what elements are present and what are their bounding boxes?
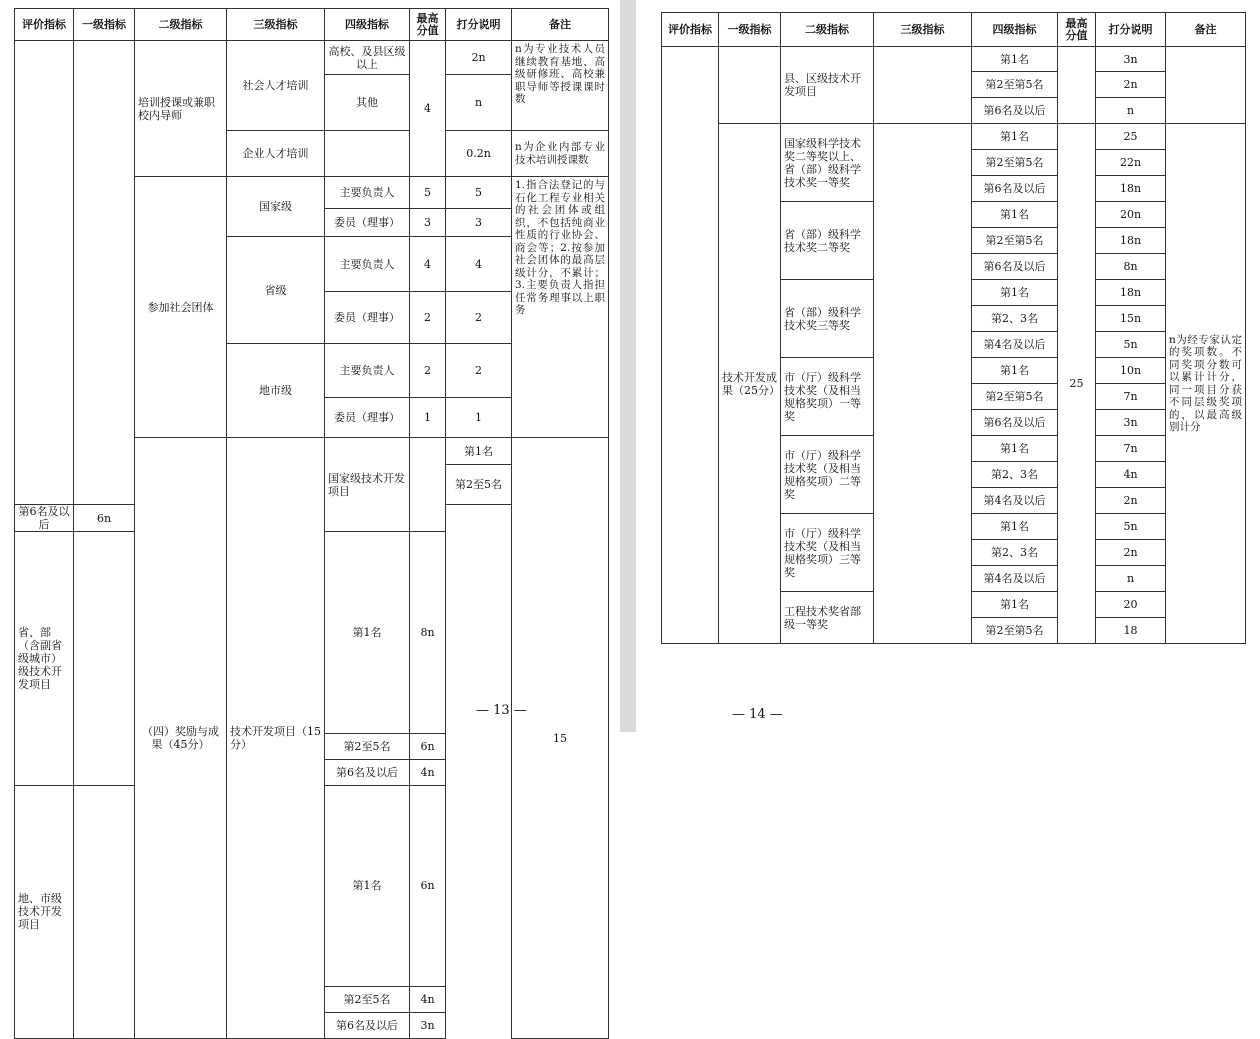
header-cell: 一级指标 bbox=[74, 9, 135, 41]
table-cell: 7n bbox=[1096, 436, 1166, 462]
table-cell: 第2、3名 bbox=[972, 462, 1058, 488]
table-cell: 7n bbox=[1096, 384, 1166, 410]
table-cell: 国家级技术开发项目 bbox=[325, 438, 410, 532]
table-cell: 第6名及以后 bbox=[972, 176, 1058, 202]
table-cell: 委员（理事） bbox=[325, 292, 410, 344]
table-cell: 国家级 bbox=[227, 177, 325, 237]
table-cell: 第6名及以后 bbox=[972, 254, 1058, 280]
table-cell: 3 bbox=[410, 209, 446, 237]
table-cell: 20n bbox=[1096, 202, 1166, 228]
table-cell: 市（厅）级科学技术奖（及相当规格奖项）一等奖 bbox=[781, 358, 874, 436]
table-cell: 2 bbox=[410, 292, 446, 344]
table-cell: 20 bbox=[1096, 592, 1166, 618]
table-cell: 4n bbox=[410, 987, 446, 1013]
table-cell: 1 bbox=[410, 398, 446, 438]
table-cell: 主要负责人 bbox=[325, 344, 410, 398]
table-cell: 第1名 bbox=[972, 592, 1058, 618]
header-cell: 评价指标 bbox=[662, 13, 719, 47]
table-cell: 4 bbox=[410, 237, 446, 292]
table-cell: 地市级 bbox=[227, 344, 325, 438]
table-cell: 第4名及以后 bbox=[972, 566, 1058, 592]
table-cell: 第1名 bbox=[972, 202, 1058, 228]
table-cell: n bbox=[1096, 98, 1166, 124]
table-cell: 10n bbox=[1096, 358, 1166, 384]
table-cell: 企业人才培训 bbox=[227, 131, 325, 177]
table-cell: 第2至第5名 bbox=[972, 618, 1058, 644]
table-cell: 主要负责人 bbox=[325, 237, 410, 292]
table-cell: 第1名 bbox=[972, 358, 1058, 384]
page-gutter bbox=[620, 0, 636, 732]
table-cell: 第1名 bbox=[972, 436, 1058, 462]
table-cell: n bbox=[1096, 566, 1166, 592]
table-cell bbox=[1166, 47, 1246, 124]
table-cell: 1.指合法登记的与石化工程专业相关的社会团体或组织，不包括纯商业性质的行业协会、商会等；2.按参加社会团体的最高层级计分，不累计；3.主要负责人指担任常务理事以上职务 bbox=[512, 177, 609, 438]
table-cell: 高校、及县区级以上 bbox=[325, 41, 410, 75]
table-cell: 第2至第5名 bbox=[972, 150, 1058, 176]
header-cell: 评价指标 bbox=[15, 9, 74, 41]
table-cell: 3n bbox=[1096, 410, 1166, 436]
table-cell: 省（部）级科学技术奖三等奖 bbox=[781, 280, 874, 358]
table-cell: 主要负责人 bbox=[325, 177, 410, 209]
table-cell: 3n bbox=[1096, 47, 1166, 72]
document-page-13 bbox=[0, 0, 620, 1032]
table-cell: （四）奖励与成果（45分） bbox=[135, 438, 227, 1039]
table-cell: 第2至5名 bbox=[325, 733, 410, 759]
header-cell: 四级指标 bbox=[972, 13, 1058, 47]
table-cell: 18n bbox=[1096, 228, 1166, 254]
table-cell: 委员（理事） bbox=[325, 398, 410, 438]
table-cell: 6n bbox=[410, 785, 446, 987]
table-cell: 培训授课或兼职校内导师 bbox=[135, 41, 227, 177]
table-cell: 2n bbox=[1096, 488, 1166, 514]
criteria-table-page-13 bbox=[14, 8, 609, 1039]
table-cell: 3 bbox=[446, 209, 512, 237]
table-cell: 第2至5名 bbox=[325, 987, 410, 1013]
table-cell bbox=[74, 785, 135, 1039]
table-cell: 第1名 bbox=[972, 47, 1058, 72]
table-cell: 8n bbox=[1096, 254, 1166, 280]
document-page-14 bbox=[636, 0, 1260, 732]
table-cell: 县、区级技术开发项目 bbox=[781, 47, 874, 124]
table-cell: 国家级科学技术奖二等奖以上、省（部）级科学技术奖一等奖 bbox=[781, 124, 874, 202]
table-cell bbox=[410, 438, 446, 532]
table-cell: 省级 bbox=[227, 237, 325, 344]
table-cell: n为企业内部专业技术培训授课数 bbox=[512, 131, 609, 177]
table-cell: 15n bbox=[1096, 306, 1166, 332]
table-cell bbox=[662, 47, 719, 644]
table-cell: 25 bbox=[1058, 124, 1096, 644]
table-cell: 5n bbox=[1096, 514, 1166, 540]
table-cell: 第6名及以后 bbox=[972, 98, 1058, 124]
header-cell: 一级指标 bbox=[719, 13, 781, 47]
table-cell: 1 bbox=[446, 398, 512, 438]
table-cell: 4 bbox=[446, 237, 512, 292]
table-cell: 省（部）级科学技术奖二等奖 bbox=[781, 202, 874, 280]
header-cell: 备注 bbox=[1166, 13, 1246, 47]
table-cell: 2n bbox=[1096, 540, 1166, 566]
table-cell: 22n bbox=[1096, 150, 1166, 176]
table-cell: 2 bbox=[446, 344, 512, 398]
table-cell: n bbox=[446, 75, 512, 131]
page-number: — 13 — bbox=[476, 703, 527, 718]
table-cell: 5 bbox=[410, 177, 446, 209]
header-cell: 二级指标 bbox=[781, 13, 874, 47]
table-cell: 第2至第5名 bbox=[972, 72, 1058, 98]
header-row bbox=[662, 13, 1246, 47]
table-cell: 4n bbox=[410, 759, 446, 785]
table-cell: 第1名 bbox=[446, 438, 512, 465]
table-cell: 第6名及以后 bbox=[325, 759, 410, 785]
table-cell: 第2至第5名 bbox=[972, 228, 1058, 254]
table-row bbox=[662, 47, 1246, 72]
table-cell: 第6名及以后 bbox=[972, 410, 1058, 436]
table-cell: 8n bbox=[410, 532, 446, 734]
table-cell: 18n bbox=[1096, 280, 1166, 306]
table-cell: 第4名及以后 bbox=[972, 332, 1058, 358]
table-cell: 25 bbox=[1096, 124, 1166, 150]
table-cell: 3n bbox=[410, 1013, 446, 1039]
table-cell: 参加社会团体 bbox=[135, 177, 227, 438]
table-cell: 技术开发项目（15分） bbox=[227, 438, 325, 1039]
table-cell: 4n bbox=[1096, 462, 1166, 488]
table-row bbox=[15, 41, 609, 75]
header-cell: 最高分值 bbox=[1058, 13, 1096, 47]
table-cell: n为经专家认定的奖项数。不同奖项分数可以累计计分，同一项目分获不同层级奖项的，以最高级别计分 bbox=[1166, 124, 1246, 644]
table-cell bbox=[874, 47, 972, 124]
header-cell: 二级指标 bbox=[135, 9, 227, 41]
table-cell: 工程技术奖省部级一等奖 bbox=[781, 592, 874, 644]
table-cell: 5 bbox=[446, 177, 512, 209]
table-cell: 2n bbox=[1096, 72, 1166, 98]
table-cell: 0.2n bbox=[446, 131, 512, 177]
table-cell: 第1名 bbox=[325, 532, 410, 734]
table-cell: 第1名 bbox=[972, 280, 1058, 306]
table-cell: 2 bbox=[410, 344, 446, 398]
table-cell: 省、部（含副省级城市）级技术开发项目 bbox=[15, 532, 74, 786]
table-cell: 6n bbox=[74, 505, 135, 532]
table-cell: 技术开发成果（25分） bbox=[719, 124, 781, 644]
table-cell: 18 bbox=[1096, 618, 1166, 644]
table-cell: 18n bbox=[1096, 176, 1166, 202]
table-cell bbox=[719, 47, 781, 124]
table-cell bbox=[15, 41, 74, 505]
header-cell: 四级指标 bbox=[325, 9, 410, 41]
header-row bbox=[15, 9, 609, 41]
table-cell: 4 bbox=[410, 41, 446, 177]
page-number: — 14 — bbox=[732, 707, 783, 722]
header-cell: 打分说明 bbox=[446, 9, 512, 41]
header-cell: 最高分值 bbox=[410, 9, 446, 41]
table-cell: 市（厅）级科学技术奖（及相当规格奖项）二等奖 bbox=[781, 436, 874, 514]
header-cell: 三级指标 bbox=[227, 9, 325, 41]
table-cell bbox=[874, 124, 972, 644]
header-cell: 打分说明 bbox=[1096, 13, 1166, 47]
table-cell: 地、市级技术开发项目 bbox=[15, 785, 74, 1039]
table-cell bbox=[74, 41, 135, 505]
table-cell: 第4名及以后 bbox=[972, 488, 1058, 514]
header-cell: 备注 bbox=[512, 9, 609, 41]
table-cell: 2n bbox=[446, 41, 512, 75]
table-cell: 2 bbox=[446, 292, 512, 344]
table-cell: 市（厅）级科学技术奖（及相当规格奖项）三等奖 bbox=[781, 514, 874, 592]
table-cell: 其他 bbox=[325, 75, 410, 131]
table-cell: 15 bbox=[512, 438, 609, 1039]
table-cell: 第1名 bbox=[972, 124, 1058, 150]
table-cell: 6n bbox=[410, 733, 446, 759]
table-cell: 第2至5名 bbox=[446, 465, 512, 505]
table-cell: n为专业技术人员继续教育基地、高级研修班、高校兼职导师等授课课时数 bbox=[512, 41, 609, 131]
table-cell: 第2至第5名 bbox=[972, 384, 1058, 410]
table-row bbox=[662, 124, 1246, 150]
table-cell: 5n bbox=[1096, 332, 1166, 358]
table-cell: 社会人才培训 bbox=[227, 41, 325, 131]
table-cell bbox=[1058, 47, 1096, 124]
table-cell: 第2、3名 bbox=[972, 540, 1058, 566]
table-cell: 第6名及以后 bbox=[15, 505, 74, 532]
table-cell: 第1名 bbox=[325, 785, 410, 987]
table-cell bbox=[325, 131, 410, 177]
table-cell: 第2、3名 bbox=[972, 306, 1058, 332]
table-cell: 第1名 bbox=[972, 514, 1058, 540]
header-cell: 三级指标 bbox=[874, 13, 972, 47]
table-cell: 第6名及以后 bbox=[325, 1013, 410, 1039]
table-cell bbox=[74, 532, 135, 786]
table-cell: 委员（理事） bbox=[325, 209, 410, 237]
criteria-table-page-14 bbox=[661, 12, 1246, 644]
